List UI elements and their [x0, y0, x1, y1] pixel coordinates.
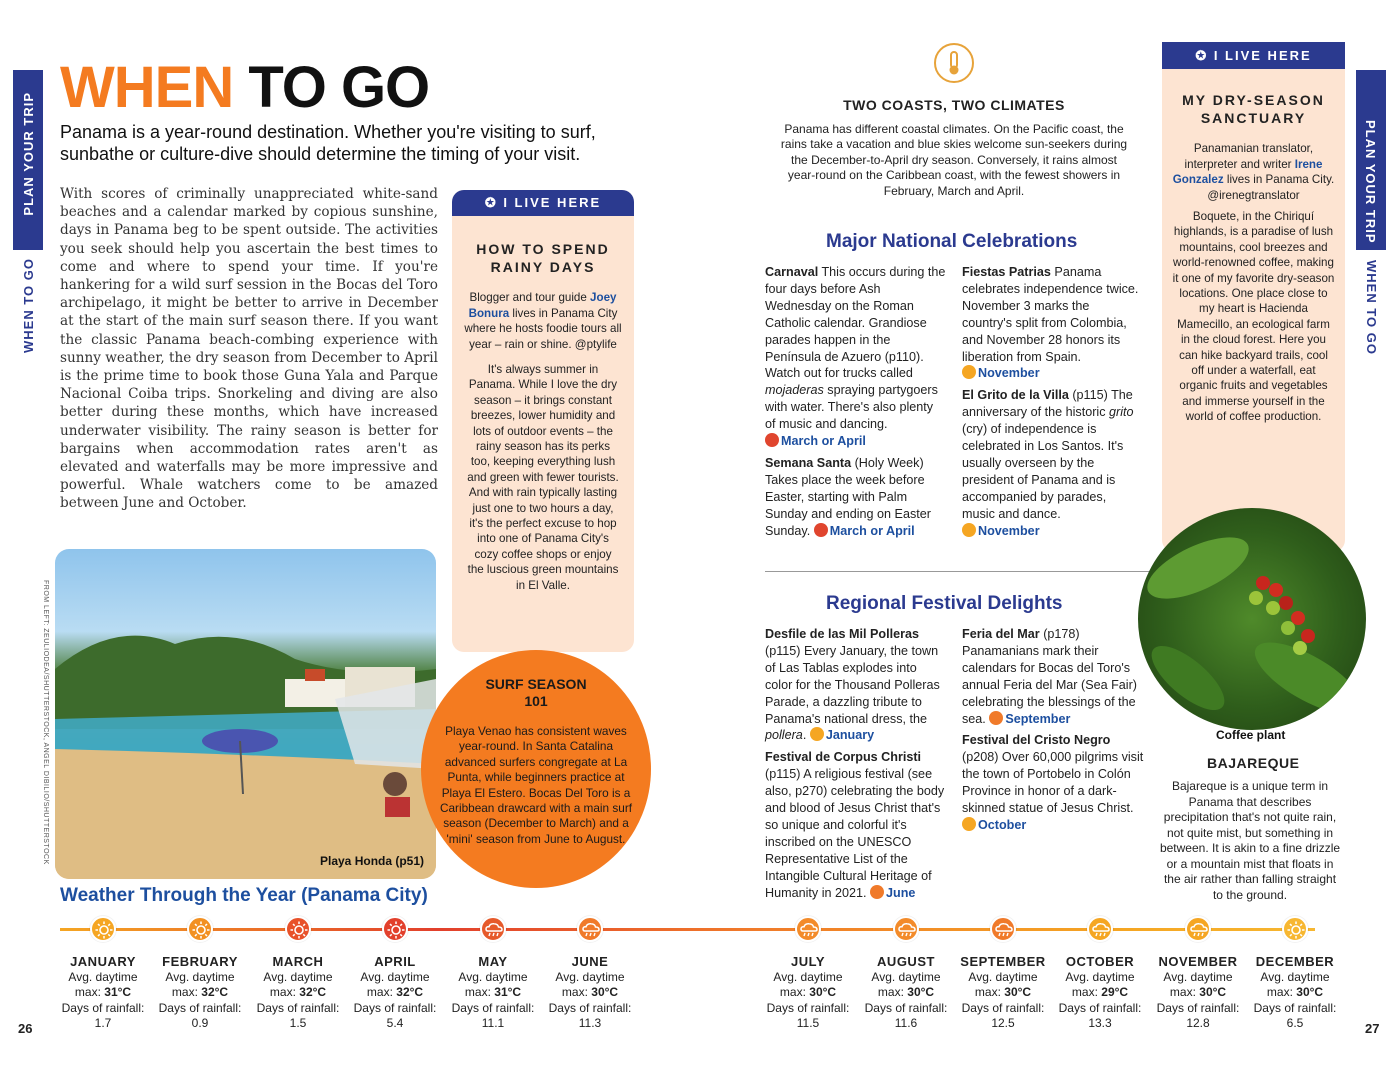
feria-del-mar-entry: Feria del Mar (p178) Panamanians mark their calendars for Bocas del Toro's annual Feria del Mar (Sea Fair) celebrating the blessings of the sea. September: [962, 627, 1137, 726]
rain-days: 1.7: [94, 1016, 112, 1030]
weather-month-july: [760, 954, 856, 1032]
avg-label: Avg. daytime: [1163, 969, 1233, 984]
live-here-box-sanctuary: [1162, 42, 1345, 552]
weather-month-october: [1052, 954, 1148, 1032]
fiestas-patrias-entry: Fiestas Patrias Panama celebrates independence twice. November 3 marks the country's split from Colombia, and November 28 honors its liberation from Spain. November: [962, 265, 1139, 381]
weather-month-august: [858, 954, 954, 1032]
sun-icon: [90, 916, 116, 942]
festival-icon: [962, 523, 976, 537]
coasts-body: Panama has different coastal climates. On the Pacific coast, the rains take a vacation and blue skies welcome sun-seekers during the December-to-April dry season. Conversely, it rains almost year-round on the Caribbean coast, with the fewest showers in February, March and April.: [780, 122, 1128, 198]
author-name: Irene Gonzalez: [1172, 157, 1323, 186]
weather-month-september: [955, 954, 1051, 1032]
rain-days: 13.3: [1088, 1016, 1112, 1030]
festival-icon: [765, 433, 779, 447]
avg-label: Avg. daytime: [68, 969, 138, 984]
rain-label: Days of rainfall:: [1058, 1000, 1142, 1015]
title-word-to-go: TO GO: [248, 55, 430, 120]
live-here-header: ✪ I LIVE HERE: [1162, 42, 1345, 69]
rain-label: Days of rainfall:: [451, 1000, 535, 1015]
surf-season-body: Playa Venao has consistent waves year-round. In Santa Catalina advanced surfers congregate at La Punta, while beginners practice at Playa El Estero. Bocas Del Toro is a Caribbean drawcard with a main surf season (December to March) and a 'mini' season from June to August.: [439, 724, 633, 846]
photo-caption: Playa Honda (p51): [320, 854, 425, 868]
weather-month-november: [1150, 954, 1246, 1032]
avg-label: Avg. daytime: [773, 969, 843, 984]
rainy-days-intro: Blogger and tour guide Joey Bonura lives in Panama City where he hosts foodie tours all year – rain or shine. @ptylife: [464, 291, 622, 351]
rain-days: 12.5: [991, 1016, 1015, 1030]
month-name: JULY: [790, 954, 826, 969]
festival-icon: [810, 727, 824, 741]
month-name: SEPTEMBER: [960, 954, 1046, 969]
sun-icon: [285, 916, 311, 942]
rain-days: 12.8: [1186, 1016, 1210, 1030]
regional-heading: Regional Festival Delights: [826, 593, 1063, 614]
section-divider: [765, 571, 1155, 572]
festival-icon: [814, 523, 828, 537]
author-name: Joey Bonura: [468, 291, 617, 320]
weather-heading: Weather Through the Year (Panama City): [60, 885, 428, 906]
rain-label: Days of rainfall:: [961, 1000, 1045, 1015]
max-temp: max: 32°C: [171, 985, 229, 999]
month-name: JUNE: [571, 954, 609, 969]
rainy-days-title: HOW TO SPEND RAINY DAYS: [476, 241, 610, 275]
avg-label: Avg. daytime: [1065, 969, 1135, 984]
rain-days: 11.1: [481, 1016, 505, 1030]
avg-label: Avg. daytime: [458, 969, 528, 984]
max-temp: max: 30°C: [1266, 985, 1324, 999]
month-name: FEBRUARY: [162, 954, 238, 969]
rain-days: 11.6: [894, 1016, 918, 1030]
rain-cloud-icon: [1087, 916, 1113, 942]
rain-cloud-icon: [795, 916, 821, 942]
page-number-left: 26: [18, 1021, 33, 1036]
photo-credit: FROM LEFT: ZEULIODEA/SHUTTERSTOCK, ANGEL DIBILIO/SHUTTERSTOCK: [42, 580, 49, 865]
weather-month-april: [347, 954, 443, 1032]
sanctuary-intro: Panamanian translator, interpreter and writer Irene Gonzalez lives in Panama City. @irenegtranslator: [1172, 142, 1335, 202]
carnaval-entry: Carnaval This occurs during the four days before Ash Wednesday on the Roman Catholic calendar. Grandiose parades happen in the Península de Azuero (p110). Watch out for trucks called mojaderas spraying partygoers with water. There's also plenty of music and dancing. March or April: [765, 265, 946, 449]
month-name: APRIL: [374, 954, 416, 969]
rain-cloud-icon: [1185, 916, 1211, 942]
rain-days: 1.5: [289, 1016, 307, 1030]
thermometer-icon: [934, 43, 974, 83]
max-temp: max: 30°C: [779, 985, 837, 999]
beach-photo: [55, 549, 436, 879]
right-section-tab: [1356, 70, 1386, 250]
rain-label: Days of rainfall:: [158, 1000, 242, 1015]
avg-label: Avg. daytime: [968, 969, 1038, 984]
surf-season-circle: [421, 650, 651, 888]
avg-label: Avg. daytime: [1260, 969, 1330, 984]
cristo-negro-entry: Festival del Cristo Negro (p208) Over 60,000 pilgrims visit the town of Portobelo in Colón Province in honor of a dark-skinned statue of Jesus Christ. October: [962, 733, 1144, 832]
intro-text: Panama is a year-round destination. Whether you're visiting to surf, sunbathe or culture-dive should determine the timing of your visit.: [60, 122, 596, 164]
sun-icon: [187, 916, 213, 942]
live-here-box-rainy: [452, 190, 634, 652]
pin-icon: ✪: [1195, 48, 1214, 63]
rain-label: Days of rainfall:: [1156, 1000, 1240, 1015]
rainy-days-body: It's always summer in Panama. While I love the dry season – it brings constant breezes, lower humidity and lots of outdoor events – the rainy season has its perks too, keeping everything lush and green with fewer tourists. And with rain typically lasting just one to two hours a day, it's the perfect excuse to hop into one of Panama City's cozy coffee shops or enjoy the luscious green mountains in El Valle.: [467, 363, 619, 592]
festival-icon: [989, 711, 1003, 725]
grito-entry: El Grito de la Villa (p115) The anniversary of the historic grito (cry) of independence is celebrated in Los Santos. It's usually overseen by the president of Panama and is accompanied by parades, music and dance. November: [962, 388, 1134, 538]
avg-label: Avg. daytime: [263, 969, 333, 984]
festival-icon: [870, 885, 884, 899]
weather-month-january: [55, 954, 151, 1032]
rain-label: Days of rainfall:: [61, 1000, 145, 1015]
sanctuary-body: Boquete, in the Chiriquí highlands, is a paradise of lush mountains, cool breezes and world-renowned coffee, making it one of my favorite dry-season locations. One place close to my heart is Hacienda Mamecillo, an ecological farm in the cloud forest. Here you can hike backyard trails, cool off under a waterfall, eat organic fruits and vegetables and immerse yourself in the world of coffee production.: [1172, 210, 1335, 424]
coffee-caption: Coffee plant: [1216, 728, 1286, 742]
month-name: AUGUST: [877, 954, 935, 969]
rain-cloud-icon: [577, 916, 603, 942]
max-temp: max: 30°C: [877, 985, 935, 999]
right-tab-when-label: WHEN TO GO: [1364, 260, 1379, 355]
bajareque-title: BAJAREQUE: [1207, 755, 1300, 771]
corpus-christi-entry: Festival de Corpus Christi (p115) A religious festival (see also, p270) celebrating the body and blood of Jesus Christ that's so unique and colorful it's inscribed on the UNESCO Representative List of the Intangible Cultural Heritage of Humanity in 2021. June: [765, 750, 945, 900]
rain-label: Days of rainfall:: [256, 1000, 340, 1015]
regional-col1: [765, 626, 947, 902]
weather-month-march: [250, 954, 346, 1032]
max-temp: max: 30°C: [561, 985, 619, 999]
bajareque-body: Bajareque is a unique term in Panama that describes precipitation that's not quite rain, not quite mist, but something in between. It is akin to a fine drizzle or a mountain mist that floats in the air rather than falling straight to the ground.: [1159, 779, 1341, 902]
month-name: OCTOBER: [1065, 954, 1135, 969]
page-title: [60, 55, 430, 120]
rain-days: 0.9: [191, 1016, 209, 1030]
left-section-tab: [13, 70, 43, 250]
rain-label: Days of rainfall:: [864, 1000, 948, 1015]
month-name: NOVEMBER: [1158, 954, 1238, 969]
live-here-header: ✪ I LIVE HERE: [452, 190, 634, 216]
max-temp: max: 32°C: [366, 985, 424, 999]
month-name: JANUARY: [70, 954, 136, 969]
max-temp: max: 29°C: [1071, 985, 1129, 999]
rain-days: 11.5: [796, 1016, 820, 1030]
festival-icon: [962, 365, 976, 379]
coffee-plant-photo: [1138, 508, 1366, 730]
weather-timeline: [60, 928, 1315, 931]
celebrations-col2: [962, 264, 1140, 540]
regional-col2: [962, 626, 1144, 834]
max-temp: max: 31°C: [464, 985, 522, 999]
rain-label: Days of rainfall:: [548, 1000, 632, 1015]
avg-label: Avg. daytime: [360, 969, 430, 984]
rain-cloud-icon: [893, 916, 919, 942]
left-tab-plan-label: PLAN YOUR TRIP: [21, 92, 36, 216]
avg-label: Avg. daytime: [871, 969, 941, 984]
coasts-title: TWO COASTS, TWO CLIMATES: [843, 97, 1065, 113]
weather-month-february: [152, 954, 248, 1032]
max-temp: max: 31°C: [74, 985, 132, 999]
sun-icon: [382, 916, 408, 942]
month-name: DECEMBER: [1255, 954, 1335, 969]
sun-icon: [1282, 916, 1308, 942]
month-name: MARCH: [272, 954, 324, 969]
max-temp: max: 30°C: [1169, 985, 1227, 999]
rain-days: 6.5: [1286, 1016, 1304, 1030]
right-tab-plan-label: PLAN YOUR TRIP: [1363, 120, 1378, 244]
month-name: MAY: [478, 954, 508, 969]
rain-label: Days of rainfall:: [766, 1000, 850, 1015]
max-temp: max: 32°C: [269, 985, 327, 999]
body-text: With scores of criminally unappreciated white-sand beaches and a calendar marked by copious sunshine, days in Panama beg to be spent outside. The activities you seek should help you ascertain the best times to come and where to spend your time. If you're hankering for a wild surf session in the Bocas del Toro archipelago, it might be better to arrive in December at the start of the main surf season there. If you want the classic Panama beach-combing experience with sunny weather, the dry season from December to April is the prime time to book those Guna Yala and Parque Nacional Coiba trips. Snorkeling and diving are also better during these months, which have increased underwater visibility. The rainy season is better for bargains when accommodation rates aren't as elevated and waterfalls may be more impressive and powerful. Whale watchers come to be amazed between June and October.: [60, 186, 438, 512]
avg-label: Avg. daytime: [165, 969, 235, 984]
max-temp: max: 30°C: [974, 985, 1032, 999]
semana-santa-entry: Semana Santa (Holy Week) Takes place the week before Easter, starting with Palm Sunday and ending on Easter Sunday. March or April: [765, 455, 931, 538]
rain-cloud-icon: [480, 916, 506, 942]
festival-icon: [962, 817, 976, 831]
rain-days: 5.4: [386, 1016, 404, 1030]
title-word-when: WHEN: [60, 55, 234, 120]
page-number-right: 27: [1365, 1021, 1380, 1036]
weather-month-june: [542, 954, 638, 1032]
celebrations-col1: [765, 264, 947, 540]
rain-label: Days of rainfall:: [1253, 1000, 1337, 1015]
polleras-entry: Desfile de las Mil Polleras (p115) Every January, the town of Las Tablas explodes into color for the Thousand Polleras Parade, a dazzling tribute to Panama's national dress, the pollera. January: [765, 627, 940, 743]
rain-cloud-icon: [990, 916, 1016, 942]
surf-season-title: SURF SEASON 101: [485, 676, 587, 709]
weather-month-may: [445, 954, 541, 1032]
rain-label: Days of rainfall:: [353, 1000, 437, 1015]
celebrations-heading: Major National Celebrations: [826, 231, 1078, 252]
sanctuary-title: MY DRY-SEASON SANCTUARY: [1182, 92, 1325, 126]
left-tab-when-label: WHEN TO GO: [21, 258, 36, 353]
avg-label: Avg. daytime: [555, 969, 625, 984]
weather-month-december: [1247, 954, 1343, 1032]
pin-icon: ✪: [484, 195, 504, 210]
rain-days: 11.3: [578, 1016, 602, 1030]
